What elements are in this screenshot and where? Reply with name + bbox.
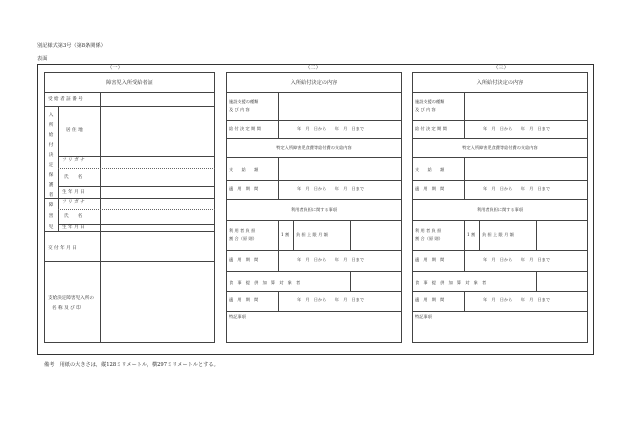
burden-label-line1: 利 用 者 負 担 — [229, 228, 256, 233]
applicable-period-label-1: 適 用 期 間 — [229, 186, 259, 191]
notes-label-3: 特記事項 — [415, 314, 432, 319]
meal-subject-label: 食 事 提 供 加 算 対 象 者 — [229, 280, 301, 285]
burden-cap-label: 負 担 上 限 月 額 — [296, 232, 328, 237]
facility-label-line2: 及 び 内 容 — [229, 107, 250, 112]
burden-title-3: 利用者負担に関する事項 — [476, 207, 524, 212]
form-number: 別記様式第3号（第8条関係） — [37, 43, 106, 49]
section-one-label: （一） — [107, 65, 123, 71]
issue-date-label: 交 付 年 月 日 — [48, 246, 77, 251]
section-three-label: （三） — [493, 65, 509, 71]
applicable-period-label-2: 適 用 期 間 — [229, 257, 259, 262]
special-title: 特定入所障害児食費等給付費の支給内容 — [276, 145, 352, 150]
issuer-label-line2: 名 称 及 び 印 — [52, 306, 81, 311]
payment-amount-label: 支 給 額 — [229, 167, 259, 172]
applicable-period-label-3-3: 適 用 期 間 — [415, 297, 445, 302]
issuer-label-line1: 支給決定障害児入所の — [48, 296, 94, 301]
one-tenth-label-3: 1 割 — [467, 232, 476, 237]
applicable-period-value-3: 年 月 日から 年 月 日まで — [297, 297, 365, 302]
guardian-furigana-label: フ リ ガ ナ — [62, 158, 85, 163]
meal-subject-label-3: 食 事 提 供 加 算 対 象 者 — [415, 280, 487, 285]
burden-label-line2-3: 割 合（原 則） — [415, 236, 443, 241]
child-furigana-label: フ リ ガ ナ — [62, 200, 85, 205]
recipient-number-label: 受 給 者 証 番 号 — [48, 97, 83, 102]
facility-label-line1: 施設支援の種類 — [229, 99, 259, 104]
decision-period-value: 年 月 日から 年 月 日まで — [297, 126, 365, 131]
payment-amount-label-3: 支 給 額 — [415, 167, 445, 172]
applicable-period-value-1: 年 月 日から 年 月 日まで — [297, 186, 365, 191]
decision-period-label-3: 給 付 決 定 期 間 — [415, 126, 447, 131]
child-name-label: 氏 名 — [64, 214, 83, 219]
decision-period-label: 給 付 決 定 期 間 — [229, 126, 261, 131]
applicable-period-value-3-2: 年 月 日から 年 月 日まで — [483, 257, 551, 262]
applicable-period-label-3-2: 適 用 期 間 — [415, 257, 445, 262]
special-title-3: 特定入所障害児食費等給付費の支給内容 — [462, 145, 538, 150]
child-birthdate-label: 生 年 月 日 — [62, 225, 85, 230]
decision-period-value-3: 年 月 日から 年 月 日まで — [483, 126, 551, 131]
burden-label-line1-3: 利 用 者 負 担 — [415, 228, 442, 233]
decision-title: 入所給付決定の内容 — [290, 80, 338, 86]
guardian-name-label: 氏 名 — [64, 175, 83, 180]
applicable-period-value-2: 年 月 日から 年 月 日まで — [297, 257, 365, 262]
burden-cap-label-3: 負 担 上 限 月 額 — [482, 232, 514, 237]
facility-label-line2-3: 及 び 内 容 — [415, 107, 436, 112]
address-label: 居 住 地 — [66, 128, 83, 133]
notes-label: 特記事項 — [229, 314, 246, 319]
applicable-period-value-3-3: 年 月 日から 年 月 日まで — [483, 297, 551, 302]
applicable-period-label-3-1: 適 用 期 間 — [415, 186, 445, 191]
burden-label-line2: 割 合（原 則） — [229, 236, 257, 241]
footer-note: 備考 用紙の大きさは，縦128ミリメートル，横297ミリメートルとする。 — [44, 362, 219, 368]
guardian-birthdate-label: 生 年 月 日 — [62, 190, 85, 195]
facility-label-line1-3: 施設支援の種類 — [415, 99, 445, 104]
certificate-title: 障害児入所受給者証 — [106, 80, 153, 86]
decision-title-3: 入所給付決定の内容 — [476, 80, 524, 86]
side-label: 表面 — [37, 56, 48, 62]
applicable-period-value-3-1: 年 月 日から 年 月 日まで — [483, 186, 551, 191]
applicable-period-label-3: 適 用 期 間 — [229, 297, 259, 302]
burden-title: 利用者負担に関する事項 — [290, 207, 338, 212]
section-two-label: （二） — [305, 65, 321, 71]
panel-one-border — [44, 72, 215, 343]
one-tenth-label: 1 割 — [281, 232, 290, 237]
